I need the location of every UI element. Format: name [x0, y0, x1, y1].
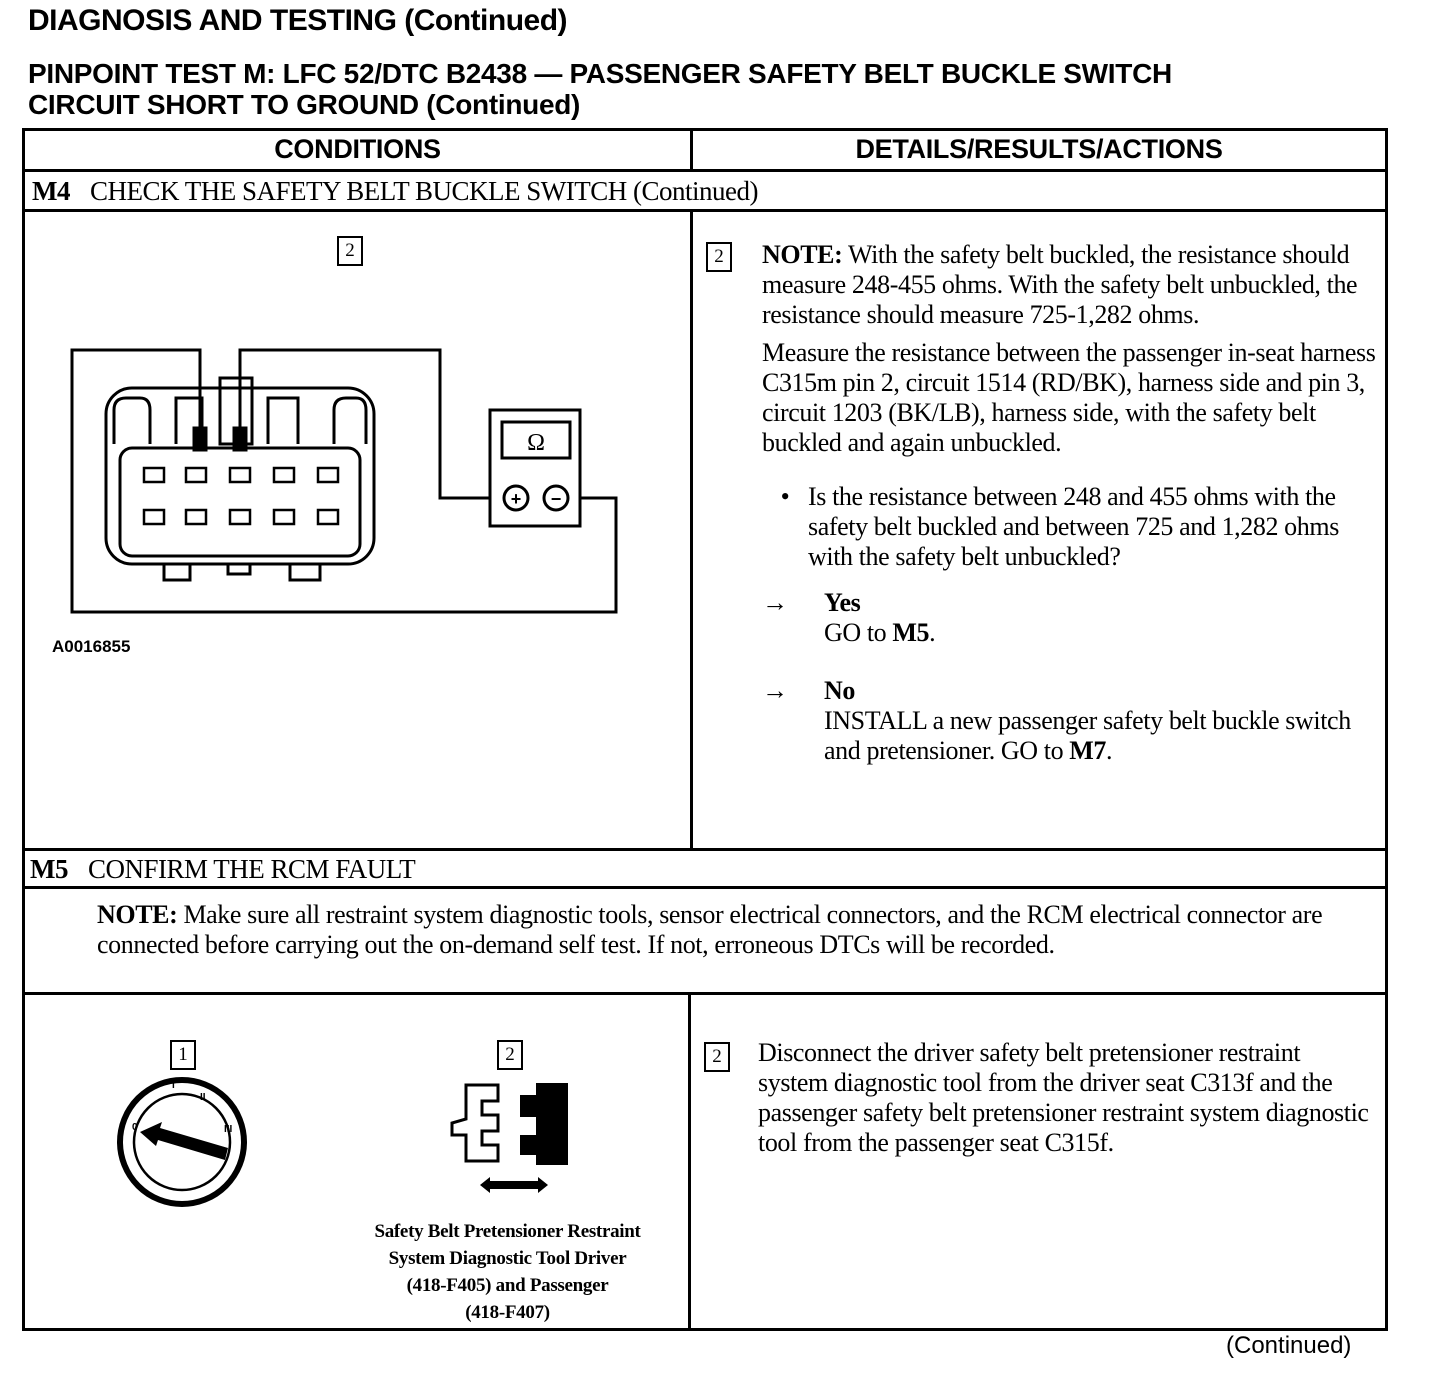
no-label: No	[824, 676, 855, 705]
yes-arrow: →	[762, 588, 788, 617]
pinpoint-test-title	[28, 58, 1172, 120]
column-header-conditions: CONDITIONS	[274, 134, 441, 164]
connector-multimeter-diagram	[40, 340, 640, 630]
m4-note-label: NOTE:	[762, 240, 843, 269]
harness-connector-half	[520, 1083, 568, 1165]
step-m4-heading	[32, 176, 758, 207]
no-arrow: →	[762, 676, 788, 705]
ignition-label-1: I	[172, 1080, 175, 1091]
m4-yes-branch	[762, 588, 1382, 648]
ignition-switch-icon	[110, 1070, 260, 1220]
m4-figure-callout: 2	[337, 236, 363, 266]
ignition-callout: 1	[170, 1040, 196, 1070]
step-m4-title: CHECK THE SAFETY BELT BUCKLE SWITCH (Continued)	[89, 176, 758, 206]
test-title-line-2: CIRCUIT SHORT TO GROUND (Continued)	[28, 89, 581, 120]
tool-caption-line-1: Safety Belt Pretensioner Restraint	[374, 1221, 641, 1242]
ignition-label-0: 0	[132, 1122, 138, 1133]
m4-question-text: Is the resistance between 248 and 455 ohms with the safety belt buckled and between 725 and 1,282 ohms with the safety belt unbuckled?	[808, 482, 1339, 571]
m4-question	[762, 482, 1382, 572]
m5-note-text: Make sure all restraint system diagnostic tools, sensor electrical connectors, and the RCM electrical connector are connected before carrying out the on-demand self test. If not, erroneous DTCs will be recorded.	[97, 900, 1323, 959]
yes-label: Yes	[824, 588, 861, 617]
column-divider-m4	[690, 209, 693, 850]
figure-id: A0016855	[52, 637, 131, 656]
ignition-label-2: II	[200, 1092, 206, 1103]
ohm-symbol: Ω	[527, 430, 545, 456]
m5-action-text: Disconnect the driver safety belt pretensioner restraint system diagnostic tool from the driver seat C313f and the passenger safety belt pretensioner restraint system diagnostic tool from the passenger seat C315f.	[758, 1038, 1369, 1157]
column-header-details: DETAILS/RESULTS/ACTIONS	[855, 134, 1223, 164]
meter-minus-sign: −	[550, 489, 562, 509]
tool-caption	[340, 1218, 675, 1326]
connector-face	[120, 448, 360, 556]
tool-caption-line-2: System Diagnostic Tool Driver	[388, 1248, 627, 1269]
m4-no-branch	[762, 676, 1382, 766]
m5-heading-top-rule	[22, 848, 1388, 851]
step-m4-id: M4	[32, 176, 70, 206]
tool-caption-line-3: (418-F405) and Passenger	[406, 1275, 609, 1296]
m5-note-label: NOTE:	[97, 900, 178, 929]
tool-callout: 2	[497, 1040, 523, 1070]
m4-note-text: With the safety belt buckled, the resistance should measure 248-455 ohms. With the safety belt unbuckled, the resistance should measure 725-1,282 ohms.	[762, 240, 1358, 329]
column-divider-header	[690, 128, 693, 172]
tool-connector-half	[452, 1085, 498, 1161]
step-m5-title: CONFIRM THE RCM FAULT	[87, 854, 416, 884]
bullet: •	[780, 482, 790, 511]
test-title-line-1: PINPOINT TEST M: LFC 52/DTC B2438 — PASSENGER SAFETY BELT BUCKLE SWITCH	[28, 58, 1172, 89]
step-m5-id: M5	[30, 854, 68, 884]
tool-caption-line-4: (418-F407)	[465, 1302, 550, 1323]
yes-action: GO to M5.	[824, 618, 936, 647]
yes-target-step: M5	[892, 618, 930, 647]
step-m5-heading	[30, 854, 415, 885]
ignition-key-pointer	[140, 1122, 228, 1160]
diagnostic-tool-connector-icon	[440, 1075, 580, 1205]
m5-note	[97, 900, 1387, 960]
page-title: DIAGNOSIS AND TESTING (Continued)	[28, 4, 568, 37]
multimeter	[490, 410, 580, 526]
continued-footer: (Continued)	[1226, 1332, 1352, 1359]
m5-heading-bottom-rule	[22, 886, 1388, 889]
no-target-step: M7	[1069, 736, 1107, 765]
column-divider-m5	[688, 992, 691, 1331]
m4-instruction: Measure the resistance between the passenger in-seat harness C315m pin 2, circuit 1514 (RD/BK), harness side and pin 3, circuit 1203 (BK/LB), harness side, with the safety belt buckled and again unbuckled.	[762, 338, 1376, 457]
m5-action-callout: 2	[704, 1042, 730, 1072]
m4-heading-bottom-rule	[22, 209, 1388, 212]
meter-plus-sign: +	[510, 489, 522, 509]
no-action: INSTALL a new passenger safety belt buckle switch and pretensioner. GO to M7.	[824, 706, 1351, 765]
ignition-label-3: III	[224, 1124, 233, 1135]
m5-note-bottom-rule	[22, 992, 1388, 995]
m4-details-callout: 2	[706, 242, 732, 272]
m4-details	[762, 240, 1382, 766]
header-row-bottom-rule	[22, 169, 1388, 172]
connector-pin-cavities	[144, 468, 338, 524]
